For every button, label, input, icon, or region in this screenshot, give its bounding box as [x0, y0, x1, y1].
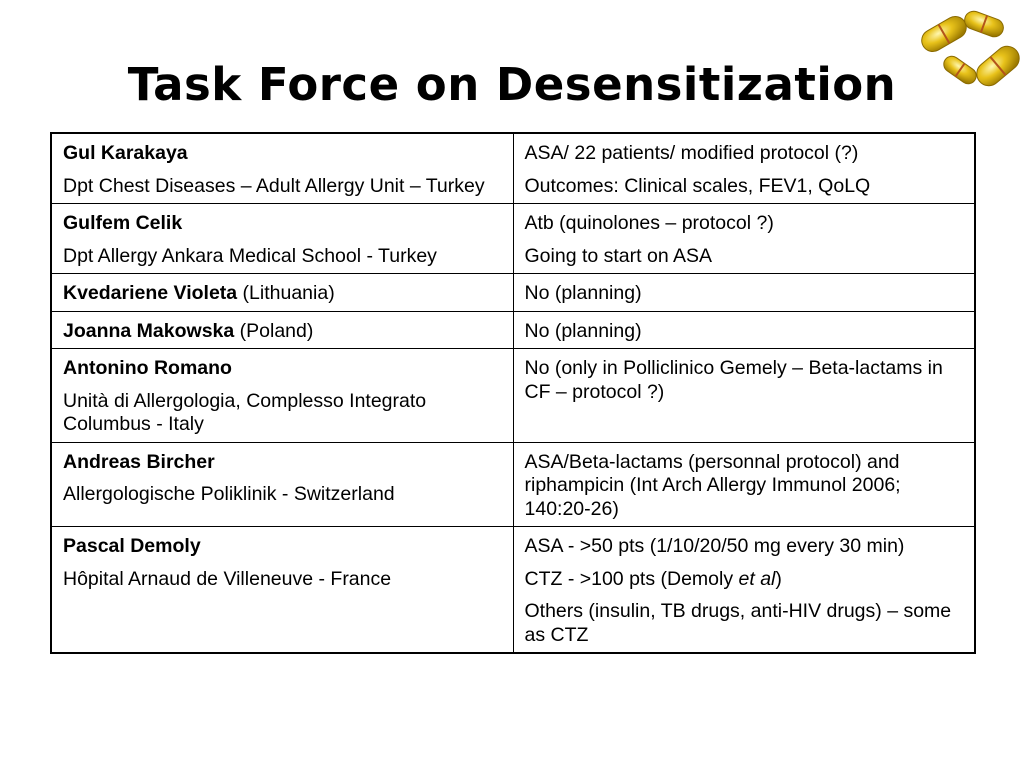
protocol-cell: [513, 311, 975, 349]
protocol-note: Outcomes: Clinical scales, FEV1, QoLQ: [524, 174, 871, 197]
protocol-cell: [513, 204, 975, 274]
slide-title: Task Force on Desensitization: [127, 58, 897, 111]
member-country: (Lithuania): [237, 282, 335, 304]
member-name: Gulfem Celik: [63, 212, 183, 234]
table-row: [51, 442, 975, 527]
member-name: Kvedariene Violeta: [63, 282, 238, 304]
ctz-prefix: CTZ - >100 pts (Demoly: [524, 567, 739, 590]
table-row: [51, 204, 975, 274]
member-name: Joanna Makowska: [63, 319, 235, 342]
member-cell: [51, 204, 513, 274]
protocol-note-ctz: [525, 568, 965, 592]
member-name: Andreas Bircher: [63, 450, 215, 473]
protocol-cell: [513, 527, 975, 654]
protocol-note: No (only in Polliclinico Gemely – Beta-lactams in CF – protocol ?): [524, 357, 943, 403]
member-cell: [51, 133, 513, 204]
member-cell: [51, 274, 513, 312]
table-row: [51, 274, 975, 312]
protocol-note: ASA/ 22 patients/ modified protocol (?): [524, 142, 859, 164]
table-row: [51, 349, 975, 443]
protocol-note: ASA/Beta-lactams (personnal protocol) and riphampicin (Int Arch Allergy Immunol 2006; 140:20-26): [524, 450, 901, 520]
member-cell: [51, 349, 513, 443]
protocol-cell: [513, 133, 975, 204]
protocol-note: No (planning): [524, 282, 642, 304]
member-country: (Poland): [234, 319, 314, 342]
member-cell: [51, 442, 513, 527]
member-affiliation: Hôpital Arnaud de Villeneuve - France: [63, 567, 392, 590]
member-name: Pascal Demoly: [63, 535, 201, 557]
table-row: [51, 311, 975, 349]
protocol-cell: [513, 349, 975, 443]
protocol-note: No (planning): [524, 319, 642, 342]
desensitization-table: [50, 132, 974, 654]
member-affiliation: Unità di Allergologia, Complesso Integrato Columbus - Italy: [63, 389, 427, 435]
table-row: [51, 527, 975, 654]
member-affiliation: Dpt Allergy Ankara Medical School - Turkey: [63, 244, 437, 267]
ctz-suffix: ): [775, 567, 782, 590]
member-name: Antonino Romano: [63, 357, 232, 379]
ctz-italic: et al: [738, 567, 776, 590]
protocol-cell: [513, 442, 975, 527]
member-affiliation: Dpt Chest Diseases – Adult Allergy Unit – Turkey: [63, 174, 485, 197]
protocol-note: ASA - >50 pts (1/10/20/50 mg every 30 min): [524, 535, 905, 557]
table-row: [51, 133, 975, 204]
protocol-note: Going to start on ASA: [524, 244, 713, 267]
member-name: Gul Karakaya: [63, 142, 188, 164]
protocol-note: Atb (quinolones – protocol ?): [524, 212, 774, 234]
protocol-note: Others (insulin, TB drugs, anti-HIV drugs) – some as CTZ: [524, 600, 952, 646]
member-affiliation: Allergologische Poliklinik - Switzerland: [63, 483, 395, 505]
capsule-pills-icon: [916, 4, 1022, 98]
protocol-cell: [513, 274, 975, 312]
member-cell: [51, 527, 513, 654]
member-cell: [51, 311, 513, 349]
